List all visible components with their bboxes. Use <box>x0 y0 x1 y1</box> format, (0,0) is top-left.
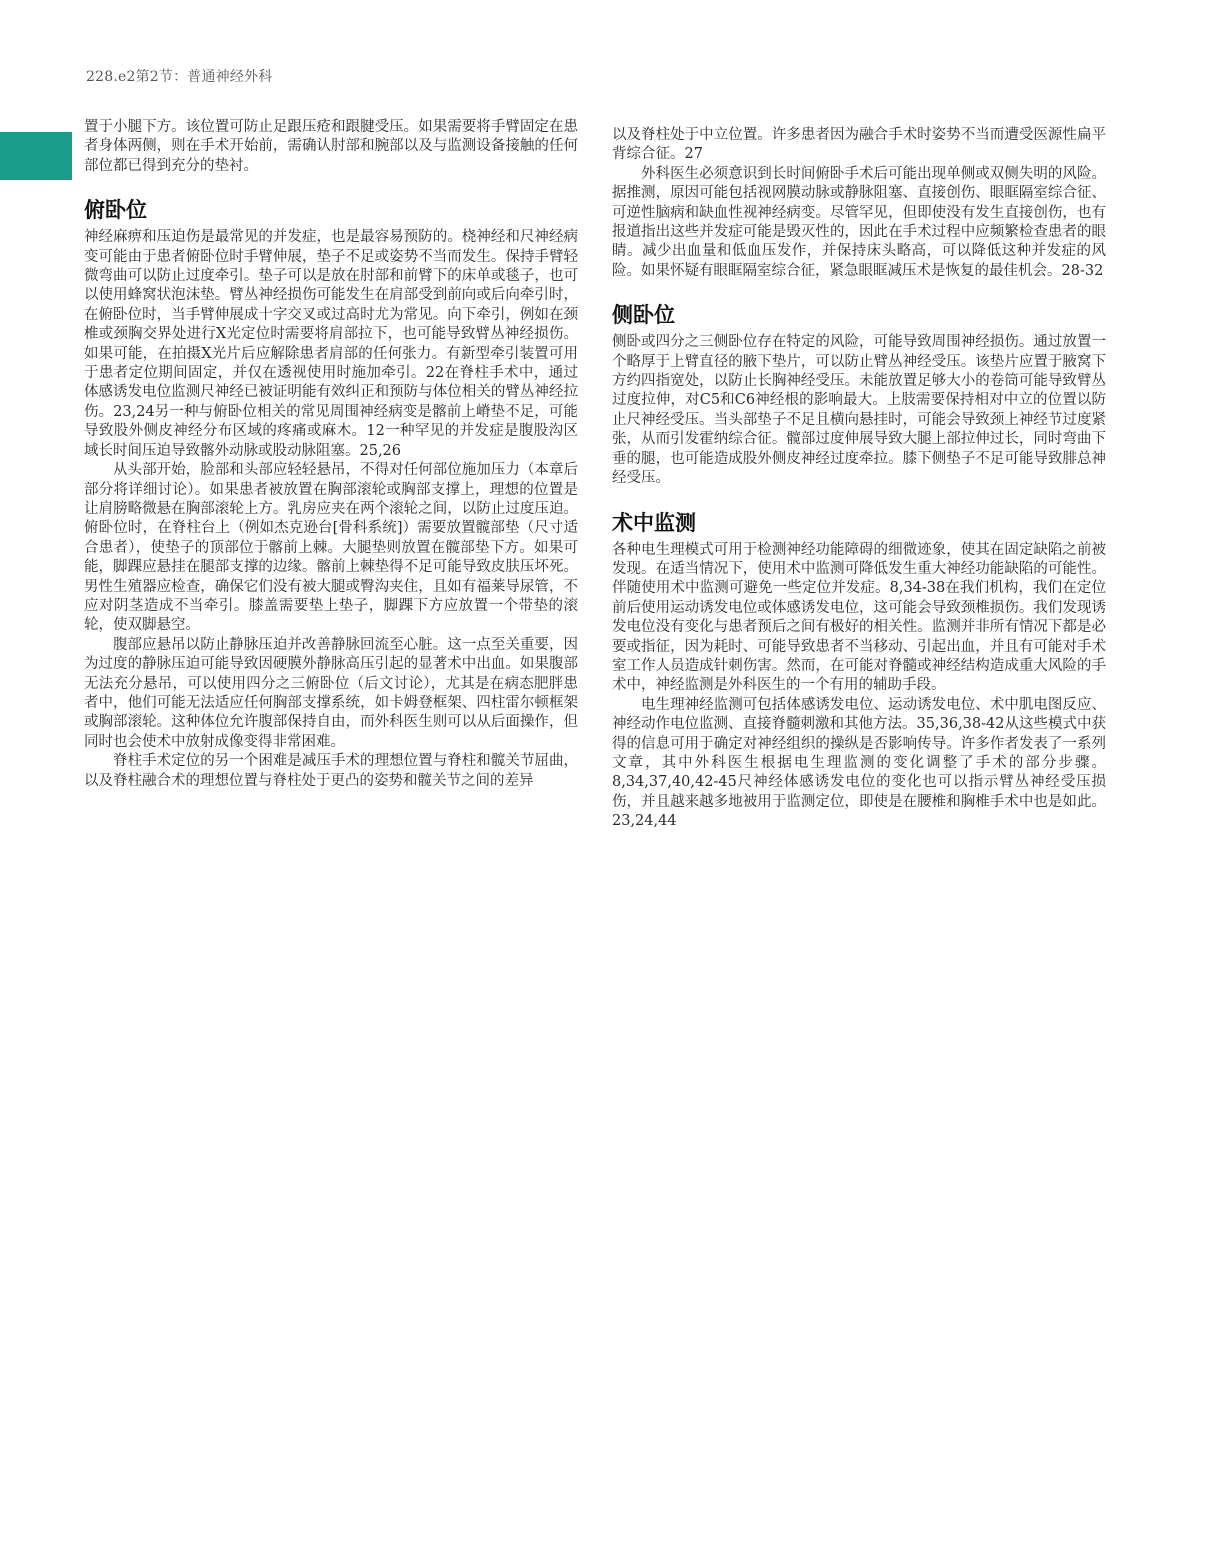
paragraph: 从头部开始，脸部和头部应轻轻悬吊，不得对任何部位施加压力（本章后部分将详细讨论）。如果患者被放置在胸部滚轮或胸部支撑上，理想的位置是让肩膀略微悬在胸部滚轮上方。乳房应夹在两个滚轮之间，以防止过度压迫。俯卧位时，在脊柱台上（例如杰克逊台[骨科系统]）需要放置髋部垫（尺寸适合患者），使垫子的顶部位于髂前上棘。大腿垫则放置在髋部垫下方。如果可能，脚踝应悬挂在腿部支撑的边缘。髂前上棘垫得不足可能导致皮肤压坏死。男性生殖器应检查，确保它们没有被大腿或臀沟夹住，且如有福莱导尿管，不应对阴茎造成不当牵引。膝盖需要垫上垫子，脚踝下方应放置一个带垫的滚轮，使双脚悬空。 <box>84 462 578 634</box>
paragraph: 脊柱手术定位的另一个困难是减压手术的理想位置与脊柱和髋关节屈曲，以及脊柱融合术的理想位置与脊柱处于更凸的姿势和髋关节之间的差异 <box>84 753 578 789</box>
paragraph: 置于小腿下方。该位置可防止足跟压疮和跟腱受压。如果需要将手臂固定在患者身体两侧，则在手术开始前，需确认肘部和腕部以及与监测设备接触的任何部位都已得到充分的垫衬。 <box>84 119 578 174</box>
paragraph: 神经麻痹和压迫伤是最常见的并发症，也是最容易预防的。桡神经和尺神经病变可能由于患者俯卧位时手臂伸展，垫子不足或姿势不当而发生。保持手臂轻微弯曲可以防止过度牵引。垫子可以是放在肘部和前臂下的床单或毯子，也可以使用蜂窝状泡沫垫。臂丛神经损伤可能发生在肩部受到前向或后向牵引时，在俯卧位时，当手臂伸展成十字交叉或过高时尤为常见。向下牵引，例如在颈椎或颈胸交界处进行X光定位时需要将肩部拉下，也可能导致臂丛神经损伤。如果可能，在拍摄X光片后应解除患者肩部的任何张力。有新型牵引装置可用于患者定位期间固定，并仅在透视使用时施加牵引。22在脊柱手术中，通过体感诱发电位监测尺神经已被证明能有效纠正和预防与体位相关的臂丛神经拉伤。23,24另一种与俯卧位相关的常见周围神经病变是髂前上嵴垫不足，可能导致股外侧皮神经分布区域的疼痛或麻木。12一种罕见的并发症是腹股沟区域长时间压迫导致髂外动脉或股动脉阻塞。25,26 <box>84 229 578 459</box>
paragraph: 电生理神经监测可包括体感诱发电位、运动诱发电位、术中肌电图反应、神经动作电位监测、直接脊髓刺激和其他方法。35,36,38-42从这些模式中获得的信息可用于确定对神经组织的操纵是否影响传导。许多作者发表了一系列文章，其中外科医生根据电生理监测的变化调整了手术的部分步骤。8,34,37,40,42-45尺神经体感诱发电位的变化也可以指示臂丛神经受压损伤，并且越来越多地被用于监测定位，即使是在腰椎和胸椎手术中也是如此。23,24,44 <box>612 696 1106 830</box>
paragraph: 侧卧或四分之三侧卧位存在特定的风险，可能导致周围神经损伤。通过放置一个略厚于上臂直径的腋下垫片，可以防止臂丛神经受压。该垫片应置于腋窝下方约四指宽处，以防止长胸神经受压。未能放置足够大小的卷筒可能导致臂丛过度拉伸，对C5和C6神经根的影响最大。上肢需要保持相对中立的位置以防止尺神经受压。当头部垫子不足且横向悬挂时，可能会导致颈上神经节过度紧张，从而引发霍纳综合征。髋部过度伸展导致大腿上部拉伸过长，同时弯曲下垂的腿，也可能造成股外侧皮神经过度牵拉。膝下侧垫子不足可能导致腓总神经受压。 <box>612 334 1106 487</box>
section-tab-marker <box>0 132 72 180</box>
section-heading-prone: 俯卧位 <box>84 198 147 223</box>
right-column <box>612 126 1106 832</box>
paragraph: 以及脊柱处于中立位置。许多患者因为融合手术时姿势不当而遭受医源性扁平背综合征。27 <box>612 127 1106 163</box>
section-heading-monitoring: 术中监测 <box>612 510 696 535</box>
paragraph: 腹部应悬吊以防止静脉压迫并改善静脉回流至心脏。这一点至关重要，因为过度的静脉压迫可能导致因硬膜外静脉高压引起的显著术中出血。如果腹部无法充分悬吊，可以使用四分之三俯卧位（后文讨论），尤其是在病态肥胖患者中，他们可能无法适应任何胸部支撑系统，如卡姆登框架、四柱雷尔顿框架或胸部滚轮。这种体位允许腹部保持自由，而外科医生则可以从后面操作，但同时也会使术中放射成像变得非常困难。 <box>84 636 578 750</box>
left-column <box>84 118 578 791</box>
section-heading-lateral: 侧卧位 <box>612 303 675 328</box>
paragraph: 外科医生必须意识到长时间俯卧手术后可能出现单侧或双侧失明的风险。据推测，原因可能包括视网膜动脉或静脉阻塞、直接创伤、眼眶隔室综合征、可逆性脑病和缺血性视神经病变。尽管罕见，但即使没有发生直接创伤，也有报道指出这些并发症可能是毁灭性的，因此在手术过程中应频繁检查患者的眼睛。减少出血量和低血压发作，并保持床头略高，可以降低这种并发症的风险。如果怀疑有眼眶隔室综合征，紧急眼眶减压术是恢复的最佳机会。28-32 <box>612 165 1106 279</box>
paragraph: 各种电生理模式可用于检测神经功能障碍的细微迹象，使其在固定缺陷之前被发现。在适当情况下，使用术中监测可降低发生重大神经功能缺陷的可能性。伴随使用术中监测可避免一些定位并发症。8,34-38在我们机构，我们在定位前后使用运动诱发电位或体感诱发电位，这可能会导致颈椎损伤。我们发现诱发电位没有变化与患者预后之间有极好的相关性。监测并非所有情况下都是必要或指征，因为耗时、可能导致患者不当移动、引起出血，并且有可能对手术室工作人员造成针刺伤害。然而，在可能对脊髓或神经结构造成重大风险的手术中，神经监测是外科医生的一个有用的辅助手段。 <box>612 541 1106 694</box>
running-head: 228.e2第2节：普通神经外科 <box>86 69 273 85</box>
